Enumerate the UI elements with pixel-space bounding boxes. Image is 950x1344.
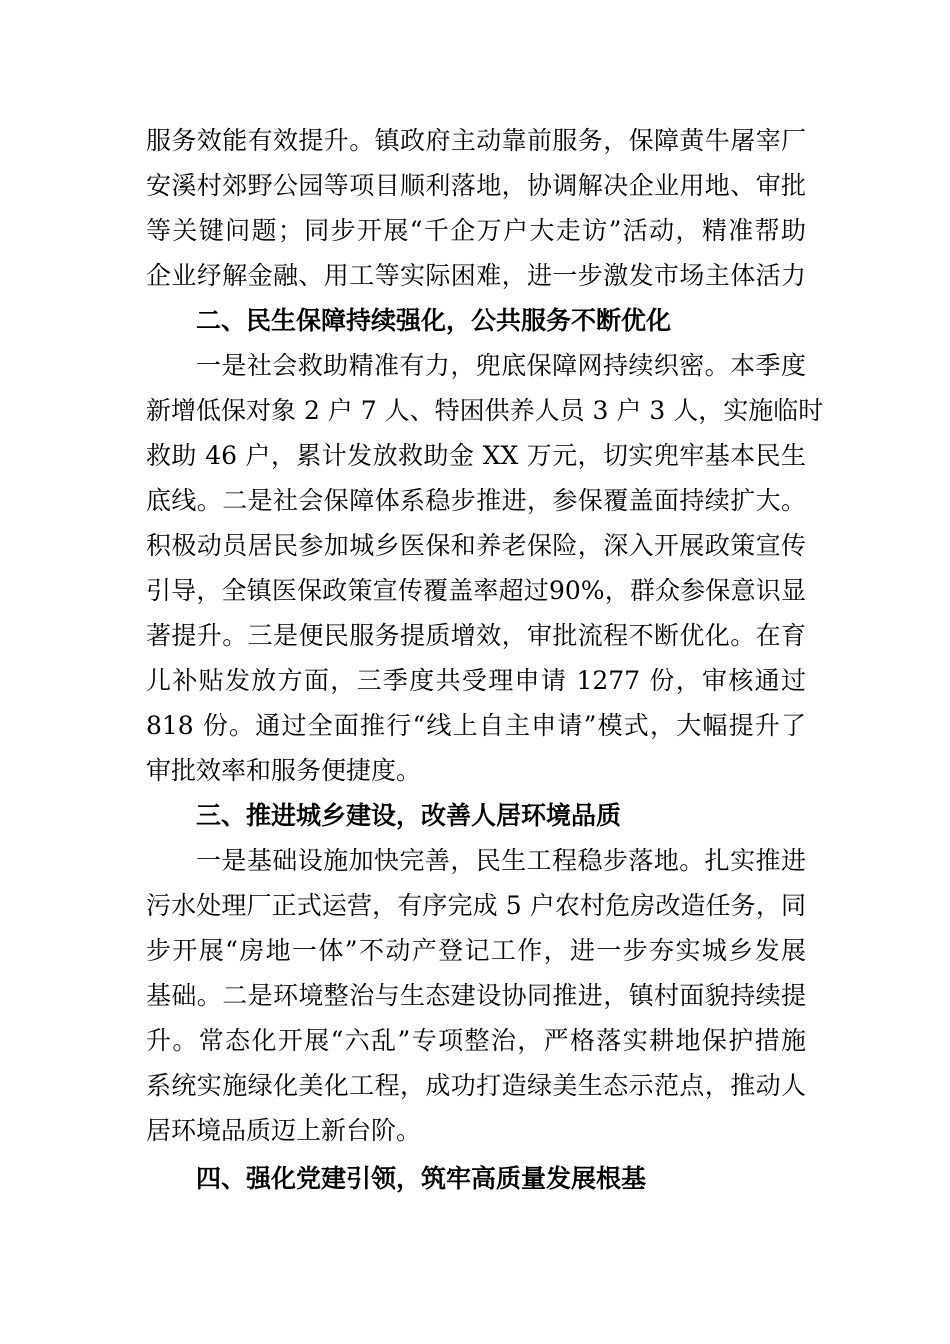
paragraph-3-line-2: 污水处理厂正式运营，有序完成 5 户农村危房改造任务，同 — [146, 891, 806, 920]
paragraph-3-line-7: 居环境品质迈上新台阶。 — [146, 1116, 422, 1145]
paragraph-2-line-8: 儿补贴发放方面，三季度共受理申请 1277 份，审核通过 — [146, 666, 806, 695]
paragraph-2-line-10: 审批效率和服务便捷度。 — [146, 756, 422, 785]
section-heading-2: 二、民生保障持续强化，公共服务不断优化 — [196, 306, 672, 335]
paragraph-3-line-1: 一是基础设施加快完善，民生工程稳步落地。扎实推进 — [196, 846, 806, 875]
paragraph-3-line-4: 基础。二是环境整治与生态建设协同推进，镇村面貌持续提 — [146, 981, 806, 1010]
paragraph-2-line-1: 一是社会救助精准有力，兜底保障网持续织密。本季度 — [196, 351, 806, 380]
paragraph-2-line-7: 著提升。三是便民服务提质增效，审批流程不断优化。在育 — [146, 621, 806, 650]
section-heading-3: 三、推进城乡建设，改善人居环境品质 — [196, 801, 622, 830]
paragraph-1-line-2: 安溪村郊野公园等项目顺利落地，协调解决企业用地、审批 — [146, 171, 806, 200]
paragraph-2-line-9: 818 份。通过全面推行“线上自主申请”模式，大幅提升了 — [146, 711, 806, 740]
paragraph-3-line-3: 步开展“房地一体”不动产登记工作，进一步夯实城乡发展 — [146, 936, 806, 965]
paragraph-1-line-4: 企业纾解金融、用工等实际困难，进一步激发市场主体活力 — [146, 261, 806, 290]
paragraph-2-line-6: 引导，全镇医保政策宣传覆盖率超过90%，群众参保意识显 — [146, 576, 806, 605]
paragraph-2-line-4: 底线。二是社会保障体系稳步推进，参保覆盖面持续扩大。 — [146, 486, 806, 515]
paragraph-2-line-3: 救助 46 户，累计发放救助金 XX 万元，切实兜牢基本民生 — [146, 441, 806, 470]
paragraph-1-line-1: 服务效能有效提升。镇政府主动靠前服务，保障黄牛屠宰厂 — [146, 126, 806, 155]
paragraph-3-line-6: 系统实施绿化美化工程，成功打造绿美生态示范点，推动人 — [146, 1071, 806, 1100]
paragraph-3-line-5: 升。常态化开展“六乱”专项整治，严格落实耕地保护措施 — [146, 1026, 806, 1055]
paragraph-2-line-5: 积极动员居民参加城乡医保和养老保险，深入开展政策宣传 — [146, 531, 806, 560]
paragraph-1-line-3: 等关键问题；同步开展“千企万户大走访”活动，精准帮助 — [146, 216, 806, 245]
paragraph-2-line-2: 新增低保对象 2 户 7 人、特困供养人员 3 户 3 人，实施临时 — [146, 396, 824, 425]
section-heading-4: 四、强化党建引领，筑牢高质量发展根基 — [196, 1164, 647, 1193]
